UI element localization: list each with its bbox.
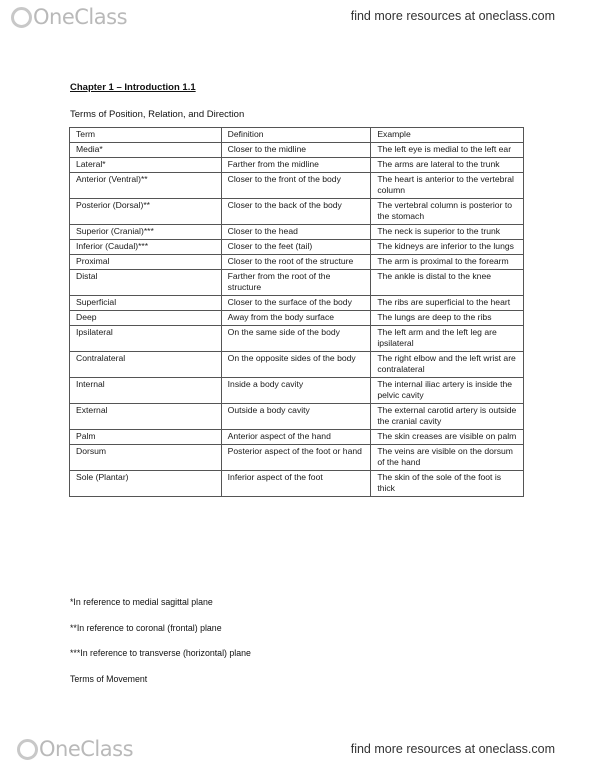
example-cell: The kidneys are inferior to the lungs: [371, 240, 524, 255]
term-cell: Deep: [70, 311, 222, 326]
definition-cell: Away from the body surface: [221, 311, 371, 326]
oneclass-logo-footer[interactable]: [17, 737, 133, 761]
table-row: [70, 225, 524, 240]
term-cell: External: [70, 404, 222, 430]
table-row: [70, 296, 524, 311]
footnote-medial: *In reference to medial sagittal plane: [70, 597, 213, 607]
table-row: [70, 158, 524, 173]
logo-text: OneClass: [39, 737, 134, 761]
definition-cell: Closer to the head: [221, 225, 371, 240]
term-cell: Posterior (Dorsal)**: [70, 199, 222, 225]
definition-cell: Closer to the surface of the body: [221, 296, 371, 311]
table-row: [70, 430, 524, 445]
table-row: [70, 352, 524, 378]
example-cell: The left arm and the left leg are ipsilateral: [371, 326, 524, 352]
example-cell: The skin creases are visible on palm: [371, 430, 524, 445]
definition-cell: On the same side of the body: [221, 326, 371, 352]
footnote-coronal: **In reference to coronal (frontal) plane: [70, 623, 222, 633]
table-row: [70, 270, 524, 296]
table-row: [70, 378, 524, 404]
definition-cell: Farther from the midline: [221, 158, 371, 173]
example-cell: The skin of the sole of the foot is thick: [371, 471, 524, 497]
header-term: Term: [70, 128, 222, 143]
definition-cell: Posterior aspect of the foot or hand: [221, 445, 371, 471]
term-cell: Contralateral: [70, 352, 222, 378]
example-cell: The external carotid artery is outside the cranial cavity: [371, 404, 524, 430]
example-cell: The neck is superior to the trunk: [371, 225, 524, 240]
term-cell: Sole (Plantar): [70, 471, 222, 497]
definition-cell: Anterior aspect of the hand: [221, 430, 371, 445]
header-example: Example: [371, 128, 524, 143]
definition-cell: Closer to the front of the body: [221, 173, 371, 199]
definition-cell: Farther from the root of the structure: [221, 270, 371, 296]
next-section-title: Terms of Movement: [70, 674, 148, 684]
table-row: [70, 311, 524, 326]
definition-cell: Closer to the midline: [221, 143, 371, 158]
term-cell: Ipsilateral: [70, 326, 222, 352]
table-row: [70, 199, 524, 225]
table-row: [70, 445, 524, 471]
table-body: [70, 143, 524, 497]
section-title: Terms of Position, Relation, and Direction: [70, 109, 245, 120]
footnote-transverse: ***In reference to transverse (horizontal) plane: [70, 648, 251, 658]
table-row: [70, 326, 524, 352]
example-cell: The ankle is distal to the knee: [371, 270, 524, 296]
table-row: [70, 471, 524, 497]
logo-text: OneClass: [33, 5, 128, 29]
example-cell: The arms are lateral to the trunk: [371, 158, 524, 173]
table-row: [70, 143, 524, 158]
definition-cell: Closer to the feet (tail): [221, 240, 371, 255]
term-cell: Lateral*: [70, 158, 222, 173]
term-cell: Distal: [70, 270, 222, 296]
example-cell: The heart is anterior to the vertebral column: [371, 173, 524, 199]
definition-cell: Closer to the back of the body: [221, 199, 371, 225]
example-cell: The left eye is medial to the left ear: [371, 143, 524, 158]
example-cell: The lungs are deep to the ribs: [371, 311, 524, 326]
term-cell: Internal: [70, 378, 222, 404]
oneclass-logo[interactable]: [11, 5, 127, 29]
example-cell: The veins are visible on the dorsum of the hand: [371, 445, 524, 471]
definition-cell: Inside a body cavity: [221, 378, 371, 404]
definition-cell: Inferior aspect of the foot: [221, 471, 371, 497]
table-header-row: [70, 128, 524, 143]
term-cell: Superficial: [70, 296, 222, 311]
table-row: [70, 404, 524, 430]
term-cell: Anterior (Ventral)**: [70, 173, 222, 199]
term-cell: Inferior (Caudal)***: [70, 240, 222, 255]
chapter-title: Chapter 1 – Introduction 1.1: [70, 82, 196, 93]
logo-ring-icon: [11, 7, 32, 28]
term-cell: Dorsum: [70, 445, 222, 471]
example-cell: The internal iliac artery is inside the pelvic cavity: [371, 378, 524, 404]
table-row: [70, 240, 524, 255]
definition-cell: On the opposite sides of the body: [221, 352, 371, 378]
term-cell: Palm: [70, 430, 222, 445]
terms-table: [69, 127, 524, 497]
logo-ring-icon: [17, 739, 38, 760]
table-row: [70, 173, 524, 199]
term-cell: Superior (Cranial)***: [70, 225, 222, 240]
term-cell: Proximal: [70, 255, 222, 270]
example-cell: The ribs are superficial to the heart: [371, 296, 524, 311]
example-cell: The arm is proximal to the forearm: [371, 255, 524, 270]
header-definition: Definition: [221, 128, 371, 143]
example-cell: The right elbow and the left wrist are contralateral: [371, 352, 524, 378]
table-row: [70, 255, 524, 270]
header-tagline-link[interactable]: find more resources at oneclass.com: [350, 9, 555, 23]
footer-tagline-link[interactable]: find more resources at oneclass.com: [350, 742, 555, 756]
example-cell: The vertebral column is posterior to the stomach: [371, 199, 524, 225]
definition-cell: Closer to the root of the structure: [221, 255, 371, 270]
definition-cell: Outside a body cavity: [221, 404, 371, 430]
term-cell: Media*: [70, 143, 222, 158]
